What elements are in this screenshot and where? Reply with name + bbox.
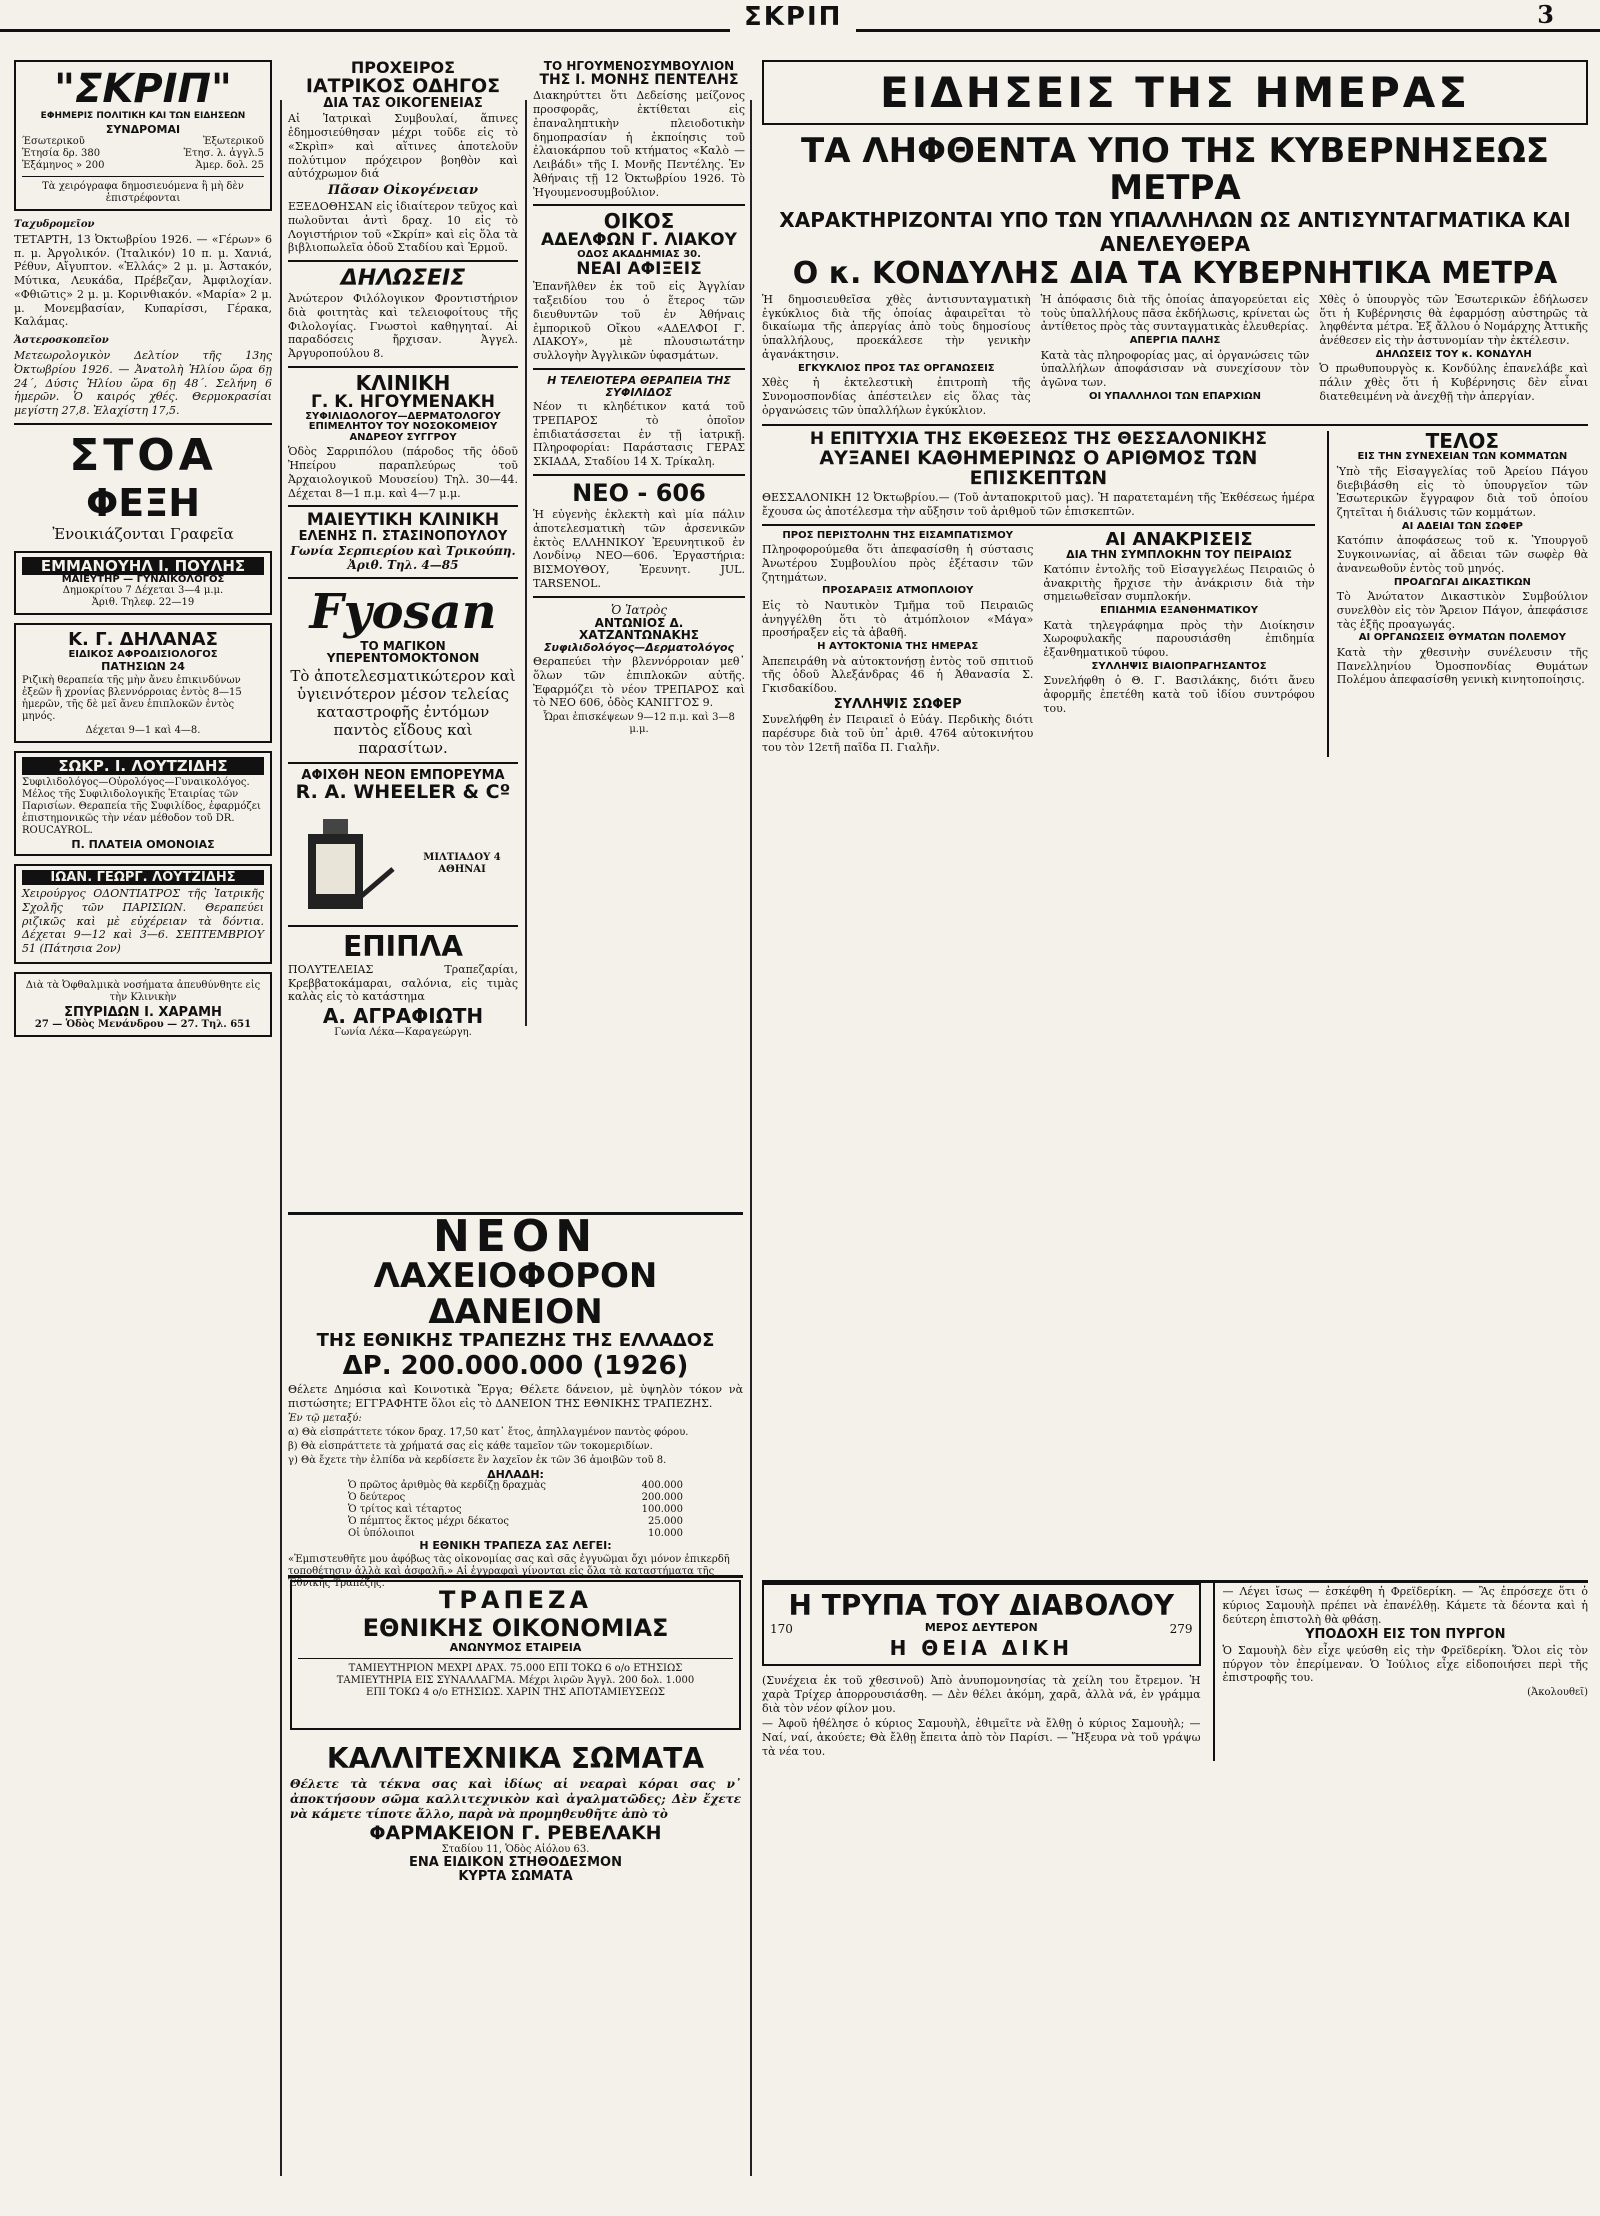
serial-number-right: 279 bbox=[1169, 1622, 1193, 1636]
article-text: Χθὲς ὁ ὑπουργὸς τῶν Ἐσωτερικῶν ἐδήλωσεν ὅτι ἡ Κυβέρνησις θὰ ἐφαρμόσῃ αὐστηρῶς τὰ ληφθέντα μέτρα. Ἐξ ἄλλου ὁ Νομάρχης Ἀττικῆς ἀνέθεσεν εἰς τὴν ἀστυνομίαν τὴν ἐκτέλεσιν. bbox=[1319, 292, 1589, 348]
prize-row bbox=[348, 1492, 683, 1504]
prize-row bbox=[348, 1480, 683, 1492]
news-mid-columns bbox=[762, 528, 1315, 757]
notices-text: Ἀνώτερον Φιλόλογικον Φροντιστήριον διὰ φοιτητὰς καὶ τελειοφοίτους τῆς Φιλολογίας. Γνωστοὶ καθηγηταί. Αἱ παραδόσεις ἤρχισαν. Ἀγγελ. Ἀργυροπούλου 8. bbox=[288, 292, 518, 361]
clinic-text: Ὁδὸς Σαρριπόλου (πάροδος τῆς ὁδοῦ Ἠπείρου παραπλεύρως τοῦ Ἀρχαιολογικοῦ Μουσείου) Τηλ. 30—44. Δέχεται 8—1 π.μ. καὶ 4—7 μ.μ. bbox=[288, 445, 518, 500]
column-rule bbox=[750, 100, 752, 2176]
dentist-ad bbox=[14, 864, 272, 964]
neo-text: Ἡ εὐγενὴς ἐκλεκτὴ καὶ μία πάλιν ἀποτελεσματικὴ τῶν ἀρσενικῶν ἐκτὸς ΕΛΛΗΝΙΚΟΥ Ἐρευνητικοῦ ἐν Λονδίνῳ ΝΕΟ—606. Ἐργαστήρια: ΒΙΣΜΟΥΘΟΥ, Ἐρευνητ. JUL. TARSENOL. bbox=[533, 508, 745, 590]
savings-title: ΤΡΑΠΕΖΑ bbox=[439, 1586, 592, 1614]
serial-chapter: Η ΘΕΙΑ ΔΙΚΗ bbox=[889, 1636, 1073, 1660]
expo-subtitle: ΑΥΞΑΝΕΙ ΚΑΘΗΜΕΡΙΝΩΣ Ο ΑΡΙΘΜΟΣ ΤΩΝ ΕΠΙΣΚΕΠΤΩΝ bbox=[819, 447, 1258, 490]
doctor-specialty: ΜΑΙΕΥΤΗΡ — ΓΥΝΑΙΚΟΛΟΓΟΣ bbox=[61, 573, 225, 585]
corsets-product: ΕΝΑ ΕΙΔΙΚΟΝ ΣΤΗΘΟΔΕΣΜΟΝ bbox=[409, 1854, 622, 1870]
stoa-name: ΦΕΞΗ bbox=[85, 480, 201, 525]
news-middle-left bbox=[762, 431, 1315, 756]
article-text: Ἀπεπειράθη νὰ αὐτοκτονήσῃ ἐντὸς τοῦ σπιτιοῦ τῆς ὁδοῦ Ἀλεξάνδρας 46 ἡ Ἀθανασία Σ. Γκισδακίδου. bbox=[762, 654, 1034, 695]
news-column bbox=[762, 531, 1033, 757]
mail-heading: Ταχυδρομεῖον bbox=[14, 218, 95, 230]
fyosan-text: Τὸ ἀποτελεσματικώτερον καὶ ὑγιεινότερον μέσον τελείας καταστροφῆς ἐντόμων παντὸς εἴδους καὶ παρασίτων. bbox=[290, 666, 516, 757]
corsets-text: Θέλετε τὰ τέκνα σας καὶ ἰδίως αἱ νεαραὶ κόραι σας ν᾽ ἀποκτήσουν σῶμα καλλιτεχνικὸν καὶ ἀγαλματῶδες; Δὲν ἔχετε νὰ κάμετε τίποτε ἄλλο, παρὰ νὰ προμηθευθῆτε ἀπὸ τὸ bbox=[290, 1777, 741, 1821]
prize-value: 10.000 bbox=[648, 1528, 683, 1540]
corsets-address: Σταδίου 11, Ὁδὸς Αἰόλου 63. bbox=[441, 1843, 590, 1855]
article-subhead: ΠΡΟΣ ΠΕΡΙΣΤΟΛΗΝ ΤΗΣ ΕΙΣΑΜΠΑΤΙΣΜΟΥ bbox=[782, 529, 1013, 541]
serial-left bbox=[762, 1583, 1201, 1761]
masthead bbox=[0, 0, 1600, 40]
doctor-text: Ριζικὴ θεραπεία τῆς μὴν ἄνευ ἐπικινδύνων ἐξεῶν ἢ χρονίας βλεννόρροιας ἐντὸς 8—15 ἡμερῶν, τῆς δὲ μεῖ ἄνευ ἐπιπλοκῶν ἐντὸς μηνός. bbox=[22, 674, 242, 722]
neo-title: ΝΕΟ - 606 bbox=[572, 478, 706, 507]
doctor-phone: Ἀριθ. Τηλεφ. 22—19 bbox=[91, 597, 195, 609]
guide-text-2: ΕΞΕΔΟΘΗΣΑΝ εἰς ἰδιαίτερον τεῦχος καὶ πωλοῦνται ἀντὶ δραχ. 10 εἰς τὸ Λογιστήριον τοῦ «Σκρίπ» καὶ εἰς ὅλα τὰ βιβλιοπωλεῖα ὁδοῦ Σταδίου καὶ Ἑρμοῦ. bbox=[288, 200, 518, 255]
weather-text: Μετεωρολογικὸν Δελτίον τῆς 13ης Ὀκτωβρίου 1926. — Ἀνατολὴ Ἡλίου ὥρα 6ῃ 24΄, Δύσις Ἡλίου ὥρα 6ῃ 48΄. Σελήνη 6 ἡμερῶν. Ὁ καιρός χθές. Θερμοκρασίαι μεγίστη 27,8. Ἐλαχίστη 17,5. bbox=[14, 349, 272, 418]
loan-benefits-title: Ἐν τῷ μεταξύ: bbox=[288, 1412, 362, 1424]
doctor-address: Δημοκρίτου 7 Δέχεται 3—4 μ.μ. bbox=[62, 585, 224, 597]
doctor-specialty: ΕΙΔΙΚΟΣ ΑΦΡΟΔΙΣΙΟΛΟΓΟΣ bbox=[68, 649, 218, 661]
doctor-name: ΑΝΤΩΝΙΟΣ Δ. ΧΑΤΖΑΝΤΩΝΑΚΗΣ bbox=[578, 615, 699, 643]
perfume-bottle-icon bbox=[288, 809, 398, 919]
prize-table-title: ΔΗΛΑΔΗ: bbox=[487, 1467, 544, 1481]
eye-clinic-ad bbox=[14, 972, 272, 1038]
doctor-hours: Δέχεται 9—1 καὶ 4—8. bbox=[85, 724, 201, 736]
foreign-label: Ἐξωτερικοῦ bbox=[202, 135, 264, 147]
serial-part: ΜΕΡΟΣ ΔΕΥΤΕΡΟΝ bbox=[924, 1621, 1038, 1634]
news-top-columns bbox=[762, 291, 1588, 420]
prize-label: Οἱ ὑπόλοιποι bbox=[348, 1528, 415, 1540]
article-subhead: ΑΠΕΡΓΙΑ ΠΑΛΗΣ bbox=[1129, 335, 1221, 347]
news-banner-title: ΕΙΔΗΣΕΙΣ ΤΗΣ ΗΜΕΡΑΣ bbox=[879, 68, 1471, 117]
article-subhead: ΑΙ ΑΔΕΙΑΙ ΤΩΝ ΣΩΦΕΡ bbox=[1401, 520, 1523, 532]
article-text: Χθὲς ἡ ἐκτελεστικὴ ἐπιτροπὴ τῆς Συνομοσπονδίας ἀπέστειλεν εἰς ὅλας τὰς ὀργανώσεις τῶν ὑπαλλήλων ἐγκύκλιον. bbox=[762, 376, 1031, 417]
article-subhead: Η ΑΥΤΟΚΤΟΝΙΑ ΤΗΣ ΗΜΕΡΑΣ bbox=[817, 641, 979, 652]
therapy-title: Η ΤΕΛΕΙΟΤΕΡΑ ΘΕΡΑΠΕΙΑ ΤΗΣ ΣΥΦΙΛΙΔΟΣ bbox=[547, 373, 731, 399]
subscription-row bbox=[22, 148, 264, 160]
corsets-product-2: ΚΥΡΤΑ ΣΩΜΑΤΑ bbox=[458, 1868, 573, 1884]
doctor-ad-2 bbox=[14, 623, 272, 742]
savings-text: ΤΑΜΙΕΥΤΗΡΙΟΝ ΜΕΧΡΙ ΔΡΑΧ. 75.000 ΕΠΙ ΤΟΚΩ 6 ο/ο ΕΤΗΣΙΩΣ bbox=[348, 1662, 683, 1674]
loan-benefit: γ) Θὰ ἔχετε τὴν ἐλπίδα νὰ κερδίσετε ἓν λαχεῖον ἐκ τῶν 36 ἀμοιβῶν τοῦ 8. bbox=[288, 1454, 667, 1466]
serial-header bbox=[762, 1583, 1201, 1666]
clinic-name: Γ. Κ. ΗΓΟΥΜΕΝΑΚΗ bbox=[311, 391, 495, 412]
article-text: Συνελήφθη ὁ Θ. Γ. Βασιλάκης, διότι ἄνευ ἀφορμῆς ἐπετέθη κατὰ τοῦ ἰδίου συντρόφου του. bbox=[1043, 674, 1315, 715]
mail-text: ΤΕΤΑΡΤΗ, 13 Ὀκτωβρίου 1926. — «Γέρων» 6 π. μ. Ἀργολικόν. (Ἰταλικόν) 10 π. μ. Χανιά, Ρέθυν, Αἴγυπτον. «Ἑλλάς» 2 μ. μ. Ἀστακόν, Μύτικα, Λευκάδα, Πρέβεζαν, Ἀμφιλοχίαν. «Φθιῶτις» 2 μ. μ. Κορινθιακόν. «Μαρία» 2 μ. μ. Μονεμβασίαν, Κυπαρίσσι, Γέρακα, Καλάμας. bbox=[14, 232, 272, 329]
prize-label: Ὁ πέμπτος ἕκτος μέχρι δέκατος bbox=[348, 1516, 509, 1528]
perfume-brand: R. A. WHEELER & Cº bbox=[295, 780, 511, 803]
furniture-title: ΕΠΙΠΛΑ bbox=[343, 929, 463, 963]
house-subtitle: ΝΕΑΙ ΑΦΙΞΕΙΣ bbox=[576, 258, 702, 279]
serial-text: — Ἀφοῦ ἠθέλησε ὁ κύριος Σαμουὴλ, ἐθιμεῖτε νὰ ἔλθῃ ὁ κύριος Σαμουὴλ; — Ναί, ναί, ἀκούετε; Θὰ ἔλθῃ ἔπειτα ἀπὸ τὸν Παρίσι. — Ἤξευρα νὰ τοῦ γράψω τὰ νέα του. bbox=[762, 1717, 1201, 1758]
article-text: Κατόπιν ἀποφάσεως τοῦ κ. Ὑπουργοῦ Συγκοινωνίας, αἱ ἄδειαι τῶν σωφὲρ θὰ ἀνανεωθοῦν ἐντὸς τοῦ μηνός. bbox=[1336, 534, 1588, 575]
article-subhead: ΣΥΛΛΗΨΙΣ ΣΩΦΕΡ bbox=[833, 696, 962, 712]
savings-ad bbox=[290, 1580, 741, 1735]
article-text: Ἡ δημοσιευθεῖσα χθὲς ἀντισυνταγματικὴ ἐγκύκλιος διὰ τῆς ὁποίας ἀφαιρεῖται τὸ δικαίωμα τῆς ἀπεργίας ἀπὸ τοὺς δημοσίους ὑπαλλήλους, προεκάλεσε τὴν γενικὴν ἀγανάκτησιν. bbox=[762, 292, 1031, 361]
column-2 bbox=[288, 60, 518, 1200]
serial-subheader bbox=[770, 1622, 1193, 1636]
article-text: Κατὰ τηλεγράφημα πρὸς τὴν Διοίκησιν Χωροφυλακῆς παρουσιάσθη ἐπιδημία ἐξανθηματικοῦ τύφου. bbox=[1043, 618, 1315, 660]
headline-3: Ο κ. ΚΟΝΔΥΛΗΣ ΔΙΑ ΤΑ ΚΥΒΕΡΝΗΤΙΚΑ ΜΕΤΡΑ bbox=[792, 255, 1558, 291]
weather-heading: Ἀστεροσκοπεῖον bbox=[14, 335, 109, 347]
serial-text: (Συνέχεια ἐκ τοῦ χθεσινοῦ) Ἀπὸ ἀνυπομονησίας τὰ χείλη του ἔτρεμον. Ἡ χαρὰ Τρίχερ ἀπορρουσιάσθη. — Δὲν θέλει ἀκόμη, χαρᾶ, ἀλλὰ νά, ἐν γράμμα διὰ τὸν νέον φίλον μου. bbox=[762, 1674, 1201, 1715]
doctor-address: Π. ΠΛΑΤΕΙΑ ΟΜΟΝΟΙΑΣ bbox=[71, 837, 215, 851]
subscription-tagline: ΕΦΗΜΕΡΙΣ ΠΟΛΙΤΙΚΗ ΚΑΙ ΤΩΝ ΕΙΔΗΣΕΩΝ bbox=[40, 111, 246, 121]
news-middle bbox=[762, 431, 1588, 756]
stoa-title: ΣΤΟΑ bbox=[69, 429, 217, 481]
clinic-title: ΚΛΙΝΙΚΗ bbox=[355, 370, 451, 395]
house-text: Ἐπανῆλθεν ἐκ τοῦ εἰς Ἀγγλίαν ταξειδίου του ὁ ἕτερος τῶν διευθυντῶν τοῦ ἐν Ἀθήναις ἐμπορικοῦ Οἴκου «ΑΔΕΛΦΟΙ Γ. ΛΙΑΚΟΥ», μὲ πλουσιωτάτην συλλογὴν Ἀγγλικῶν ὑφασμάτων. bbox=[533, 280, 745, 363]
news-column bbox=[1319, 291, 1588, 420]
stoa-ad bbox=[14, 430, 272, 543]
subscription-note: Τὰ χειρόγραφα δημοσιευόμενα ἢ μὴ δὲν ἐπιστρέφονται bbox=[42, 180, 244, 204]
news-section bbox=[762, 60, 1588, 2180]
subscription-box bbox=[14, 60, 272, 211]
news-banner bbox=[762, 60, 1588, 125]
half-domestic: Ἑξάμηνος » 200 bbox=[22, 159, 105, 171]
news-column bbox=[1043, 528, 1315, 757]
masthead-title: ΣΚΡΙΠ bbox=[730, 2, 856, 32]
eye-clinic-name: ΣΠΥΡΙΔΩΝ Ι. ΧΑΡΑΜΗ bbox=[64, 1004, 222, 1020]
expo-text: ΘΕΣΣΑΛΟΝΙΚΗ 12 Ὀκτωβρίου.— (Τοῦ ἀνταποκριτοῦ μας). Ἡ παρατεταμένη τῆς Ἐκθέσεως ἡμέρα ἔχουσα ὡς ἀποτέλεσμα τὴν αὔξησιν τοῦ ἀριθμοῦ τῶν ἐπισκεπτῶν. bbox=[762, 491, 1315, 518]
serial-text: — Λέγει ἴσως — ἐσκέφθη ἡ Φρεϊδερίκη. — Ἂς ἐπρόσεχε ὅτι ὁ κύριος Σαμουὴλ πρέπει νὰ ἐπανέλθῃ. Κάμετε τὰ δέοντα καὶ ἡ δεύτερη ἐπιστολὴ θὰ φθάσῃ. bbox=[1222, 1585, 1588, 1626]
prize-label: Ὁ πρῶτος ἀριθμὸς θὰ κερδίζῃ δραχμὰς bbox=[348, 1480, 546, 1492]
column-1 bbox=[14, 60, 272, 2190]
domestic-label: Έσωτερικοῦ bbox=[22, 135, 85, 147]
doctor-name: Κ. Γ. ΔΗΛΑΝΑΣ bbox=[68, 629, 218, 651]
prize-table bbox=[348, 1480, 683, 1540]
end-subtitle: ΕΙΣ ΤΗΝ ΣΥΝΕΧΕΙΑΝ ΤΩΝ ΚΟΜΜΑΤΩΝ bbox=[1357, 451, 1568, 463]
bank-says: Η ΕΘΝΙΚΗ ΤΡΑΠΕΖΑ ΣΑΣ ΛΕΓΕΙ: bbox=[419, 1539, 612, 1553]
corsets-ad bbox=[290, 1742, 741, 1922]
loan-subtitle: ΤΗΣ ΕΘΝΙΚΗΣ ΤΡΑΠΕΖΗΣ ΤΗΣ ΕΛΛΑΔΟΣ bbox=[316, 1330, 715, 1352]
council-text: Διακηρύττει ὅτι Δεδείσης μείζονος προσφορᾶς, ἐκτίθεται εἰς ἐπαναληπτικὴν πλειοδοτικὴν δημοπρασίαν ἡ ἐκποίησις τοῦ ἐλαιοκάρπου τοῦ κτήματος «Καλὸ —Λειβάδι» τῆς Ι. Μονῆς Πεντέλης. Ἐν Ἀθήναις τῇ 12 Ὀκτωβρίου 1926. Τὸ Ἡγουμενοσυμβούλιον. bbox=[533, 89, 745, 199]
furniture-address: Γωνία Λέκα—Καραγεώργη. bbox=[334, 1027, 472, 1039]
prize-value: 200.000 bbox=[641, 1492, 683, 1504]
loan-title: ΝΕΟΝ bbox=[432, 1211, 599, 1262]
subscription-row bbox=[22, 160, 264, 172]
article-subhead: ΣΥΛΛΗΨΙΣ ΒΙΑΙΟΠΡΑΓΗΣΑΝΤΟΣ bbox=[1091, 660, 1267, 672]
article-text: Τὸ Ἀνώτατον Δικαστικὸν Συμβούλιον συνελθὸν εἰς τὸν Ἄρειον Πάγον, ἀπεφάσισε τὰς ἑξῆς προαγωγάς. bbox=[1336, 590, 1588, 631]
news-column bbox=[1041, 291, 1310, 420]
doctor-title: Ὁ Ἰατρὸς bbox=[610, 602, 668, 617]
prize-row bbox=[348, 1504, 683, 1516]
column-rule bbox=[525, 100, 527, 1026]
article-text: Συνελήφθη ἐν Πειραιεῖ ὁ Εὐάγ. Περδικὴς διότι παρέσυρε διὰ τοῦ ὑπ᾽ ἀριθ. 4764 αὐτοκινήτου του τὸν 12ετῆ παῖδα Π. Γιαλῆν. bbox=[762, 713, 1034, 754]
guide-title-2: ΙΑΤΡΙΚΟΣ ΟΔΗΓΟΣ bbox=[305, 74, 501, 97]
bank-text: «Ἐμπιστευθῆτε μου ἀφόβως τὰς οἰκονομίας σας καὶ σᾶς ἐγγυῶμαι ὄχι μόνον ἐπικερδῆ τοποθέτησιν ἀλλὰ καὶ ἀσφαλῆ.» Αἱ ἐγγραφαὶ γίνονται εἰς ὅλα τὰ καταστήματα τῆς Ἐθνικῆς Τραπέζης. bbox=[288, 1553, 730, 1589]
loan-amount: ΔΡ. 200.000.000 (1926) bbox=[342, 1351, 689, 1382]
council-title: ΤΟ ΗΓΟΥΜΕΝΟΣΥΜΒΟΥΛΙΟΝ bbox=[543, 59, 735, 73]
article-subhead: ΕΓΚΥΚΛΙΟΣ ΠΡΟΣ ΤΑΣ ΟΡΓΑΝΩΣΕΙΣ bbox=[798, 362, 995, 374]
dentist-text: Χειρούργος ΟΔΟΝΤΙΑΤΡΟΣ τῆς Ἰατρικῆς Σχολῆς τῶν ΠΑΡΙΣΙΩΝ. Θεραπεύει ριζικῶς καὶ μὲ εὐχέρειαν τὰ δόντια. Δέχεται 9—12 καὶ 3—6. ΣΕΠΤΕΜΒΡΙΟΥ 51 (Πάτησια 2ον) bbox=[22, 887, 264, 956]
prize-row bbox=[348, 1516, 683, 1528]
eye-clinic-text: Διὰ τὰ Ὀφθαλμικὰ νοσήματα ἀπευθύνθητε εἰς τὴν Κλινικὴν bbox=[25, 979, 261, 1003]
corsets-title: ΚΑΛΛΙΤΕΧΝΙΚΑ ΣΩΜΑΤΑ bbox=[326, 1742, 705, 1775]
headline-1: ΤΑ ΛΗΦΘΕΝΤΑ ΥΠΟ ΤΗΣ ΚΥΒΕΡΝΗΣΕΩΣ ΜΕΤΡΑ bbox=[801, 131, 1549, 209]
doctor-address: ΠΑΤΗΣΙΩΝ 24 bbox=[101, 659, 185, 673]
fyosan-logo: Fyosan bbox=[309, 583, 497, 640]
loan-benefit: α) Θὰ εἰσπράττετε τόκον δραχ. 17,50 κατ᾽ ἔτος, ἀπηλλαγμένον παντὸς φόρου. bbox=[288, 1426, 689, 1438]
dentist-name: ΙΩΑΝ. ΓΕΩΡΓ. ΛΟΥΤΖΙΔΗΣ bbox=[22, 870, 264, 885]
doctor-specialty: Συφιλιδολόγος—Δερματολόγος bbox=[543, 640, 735, 654]
prize-value: 400.000 bbox=[641, 1480, 683, 1492]
serial-right bbox=[1213, 1583, 1588, 1761]
savings-text-2: ΤΑΜΙΕΥΤΗΡΙΑ ΕΙΣ ΣΥΝΑΛΛΑΓΜΑ. Μέχρι λιρῶν Ἀγγλ. 200 δολ. 1.000 bbox=[336, 1674, 695, 1686]
serial-follow: (Ἀκολουθεῖ) bbox=[1527, 1687, 1588, 1699]
maternity-title: ΜΑΙΕΥΤΙΚΗ ΚΛΙΝΙΚΗ bbox=[306, 510, 500, 531]
article-subhead: ΑΙ ΑΝΑΚΡΙΣΕΙΣ bbox=[1105, 528, 1253, 550]
guide-text: Αἱ Ἰατρικαὶ Συμβουλαί, ἅπινες ἐδημοσιεύθησαν μέχρι τοῦδε εἰς τὸ «Σκρὶπ» καὶ αἵτινες ἀποτελοῦν πολύτιμον πρόχειρον βοηθὸν καὶ αὐτόχρωμον διά bbox=[288, 112, 518, 181]
doctor-text: Συφιλιδολόγος—Οὐρολόγος—Γυναικολόγος. Μέλος τῆς Συφιλιδολογικῆς Ἑταιρίας τῶν Παρισίων. Θεραπεία τῆς Συφιλίδος, ἐφαρμόζει ἐπιστημονικῶς τὴν νέαν μέθοδον τοῦ DR. ROUCAYROL. bbox=[22, 776, 261, 836]
guide-title: ΠΡΟΧΕΙΡΟΣ bbox=[350, 58, 456, 77]
prize-label: Ὁ τρίτος καὶ τέταρτος bbox=[348, 1504, 462, 1516]
council-subtitle: ΤΗΣ Ι. ΜΟΝΗΣ ΠΕΝΤΕΛΗΣ bbox=[539, 71, 739, 88]
article-subhead: ΟΙ ΥΠΑΛΛΗΛΟΙ ΤΩΝ ΕΠΑΡΧΙΩΝ bbox=[1088, 390, 1262, 402]
maternity-name: ΕΛΕΝΗΣ Π. ΣΤΑΣΙΝΟΠΟΥΛΟΥ bbox=[298, 529, 508, 545]
serial-text: Ὁ Σαμουὴλ δὲν εἶχε ψεύσθη εἰς τὴν Φρεϊδερίκη. Ὅλοι εἰς τὸν πύργον τὸν ἐπερίμεναν. Ὁ Ἰούλιος εἶχε εἰδοποιήσει περὶ τῆς ἐπιστροφῆς του. bbox=[1222, 1643, 1588, 1685]
prize-value: 100.000 bbox=[641, 1504, 683, 1516]
house-address: ΟΔΟΣ ΑΚΑΔΗΜΙΑΣ 30. bbox=[577, 249, 701, 261]
loan-ad bbox=[288, 1211, 743, 1589]
loan-title-2: ΛΑΧΕΙΟΦΟΡΟΝ ΔΑΝΕΙΟΝ bbox=[373, 1256, 658, 1332]
loan-benefit: β) Θὰ εἰσπράττετε τὰ χρήματά σας εἰς κάθε ταμεῖον τῶν τοκομεριδίων. bbox=[288, 1440, 653, 1452]
savings-title-2: ΕΘΝΙΚΗΣ ΟΙΚΟΝΟΜΙΑΣ bbox=[362, 1614, 669, 1642]
article-text: Κατὰ τὴν χθεσινὴν συνέλευσιν τῆς Πανελληνίου Ὀμοσπονδίας Θυμάτων Πολέμου ἀπεφασίσθη γενικὴ κινητοποίησις. bbox=[1336, 645, 1588, 687]
guide-subtitle-2: Πᾶσαν Οἰκογένειαν bbox=[327, 183, 479, 199]
article-text: Ἡ ἀπόφασις διὰ τῆς ὁποίας ἀπαγορεύεται εἰς τοὺς ὑπαλλήλους πᾶσα ἐκδήλωσις, κρίνεται ὡς ἀντίθετος πρὸς τὰς συνταγματικὰς ἐλευθερίας. bbox=[1040, 292, 1310, 334]
article-subhead: ΠΡΟΣΑΡΑΞΙΣ ΑΤΜΟΠΛΟΙΟΥ bbox=[822, 585, 974, 597]
doctor-text: Θεραπεύει τὴν βλεννόρροιαν μεθ᾽ ὅλων τῶν ἐπιπλοκῶν αὐτῆς. Ἐφαρμόζει τὸ νέον ΤΡΕΠΑΡΟΣ καὶ τὸ ΝΕΟ 606, ὁδὸς ΚΑΝΙΓΓΟΣ 9. bbox=[533, 655, 745, 710]
savings-box bbox=[290, 1580, 741, 1730]
serial-layout bbox=[762, 1583, 1588, 1761]
article-subhead: ΑΙ ΟΡΓΑΝΩΣΕΙΣ ΘΥΜΑΤΩΝ ΠΟΛΕΜΟΥ bbox=[1358, 632, 1566, 644]
savings-subtitle: ΑΝΩΝΥΜΟΣ ΕΤΑΙΡΕΙΑ bbox=[449, 1641, 582, 1654]
guide-subtitle: ΔΙΑ ΤΑΣ ΟΙΚΟΓΕΝΕΙΑΣ bbox=[323, 95, 483, 111]
clinic-specialty-2: ΕΠΙΜΕΛΗΤΟΥ ΤΟΥ ΝΟΣΟΚΟΜΕΙΟΥ ΑΝΔΡΕΟΥ ΣΥΓΓΡΟΥ bbox=[308, 421, 498, 443]
maternity-address: Γωνία Σερπιερίου καὶ Τρικούπη. Ἀριθ. Τηλ. 4—85 bbox=[290, 543, 516, 572]
article-text: Πληροφορούμεθα ὅτι ἀπεφασίσθη ἡ σύστασις Ἀνωτέρου Συμβουλίου πρὸς ἐξέτασιν τῶν ζητημάτων. bbox=[762, 543, 1034, 584]
subscription-labels bbox=[22, 136, 264, 148]
savings-text-3: ΕΠΙ ΤΟΚΩ 4 ο/ο ΕΤΗΣΙΩΣ. ΧΑΡΙΝ ΤΗΣ ΑΠΟΤΑΜΙΕΥΣΕΩΣ bbox=[366, 1686, 665, 1698]
fyosan-subtitle: ΤΟ ΜΑΓΙΚΟΝ ΥΠΕΡΕΝΤΟΜΟΚΤΟΝΟΝ bbox=[326, 638, 480, 666]
annual-foreign: Ἐτησ. λ. ἀγγλ.5 bbox=[183, 147, 264, 159]
serial-subhead: ΥΠΟΔΟΧΗ ΕΙΣ ΤΟΝ ΠΥΡΓΟΝ bbox=[1305, 1627, 1506, 1643]
serial-section bbox=[762, 1580, 1588, 2183]
column-rule bbox=[280, 100, 282, 2176]
article-subhead: ΔΙΑ ΤΗΝ ΣΥΜΠΛΟΚΗΝ ΤΟΥ ΠΕΙΡΑΙΩΣ bbox=[1066, 548, 1293, 562]
doctor-name: ΕΜΜΑΝΟΥΗΛ Ι. ΠΟΥΛΗΣ bbox=[22, 557, 264, 575]
prize-label: Ὁ δεύτερος bbox=[348, 1492, 406, 1504]
end-title: ΤΕΛΟΣ bbox=[1425, 429, 1500, 454]
corsets-shop: ΦΑΡΜΑΚΕΙΟΝ Γ. ΡΕΒΕΛΑΚΗ bbox=[369, 1822, 662, 1844]
article-subhead: ΔΗΛΩΣΕΙΣ ΤΟΥ κ. ΚΟΝΔΥΛΗ bbox=[1375, 348, 1532, 360]
headline-2: ΧΑΡΑΚΤΗΡΙΖΟΝΤΑΙ ΥΠΟ ΤΩΝ ΥΠΑΛΛΗΛΩΝ ΩΣ ΑΝΤΙΣΥΝΤΑΓΜΑΤΙΚΑ ΚΑΙ ΑΝΕΛΕΥΘΕΡΑ bbox=[779, 207, 1571, 256]
article-text: Κατὰ τὰς πληροφορίας μας, αἱ ὀργανώσεις τῶν ὑπαλλήλων ἀποφάσισαν νὰ συνεχίσουν τὸν ἀγῶνα των. bbox=[1040, 348, 1310, 390]
page-number: 3 bbox=[1531, 0, 1560, 29]
serial-number-left: 170 bbox=[770, 1622, 793, 1636]
article-subhead: ΕΠΙΔΗΜΙΑ ΕΞΑΝΘΗΜΑΤΙΚΟΥ bbox=[1100, 605, 1258, 617]
perfume-address: ΜΙΛΤΙΑΔΟΥ 4 ΑΘΗΝΑΙ bbox=[423, 851, 501, 875]
article-subhead: ΠΡΟΑΓΩΓΑΙ ΔΙΚΑΣΤΙΚΩΝ bbox=[1393, 576, 1531, 588]
news-middle-right bbox=[1327, 431, 1588, 756]
furniture-name: Α. ΑΓΡΑΦΙΩΤΗ bbox=[322, 1004, 484, 1029]
half-foreign: Ἀμερ. δολ. 25 bbox=[195, 159, 264, 171]
furniture-text: ΠΟΛΥΤΕΛΕΙΑΣ Τραπεζαρίαι, Κρεββατοκάμαραι, σαλόνια, εἰς τιμὰς καλὰς εἰς τὸ κατάστημα bbox=[288, 962, 518, 1004]
news-column bbox=[762, 291, 1031, 420]
doctor-hours: Ὧραι ἐπισκέψεων 9—12 π.μ. καὶ 3—8 μ.μ. bbox=[543, 712, 735, 736]
house-name: ΑΔΕΛΦΩΝ Γ. ΛΙΑΚΟΥ bbox=[541, 230, 737, 251]
therapy-text: Νέον τι κληδέτικον κατά τοῦ ΤΡΕΠΑΡΟΣ τὸ ὁποῖον ἐπιδιατάσσεται ἐν τῇ ἰατρικῇ. Πληροφορίαι: Παράστασις ΓΕΡΑΣ ΣΚΙΑΔΑ, Σταδίου 14 Χ. Τρίκαλη. bbox=[533, 400, 745, 469]
article-text: Εἰς τὸ Ναυτικὸν Τμῆμα τοῦ Πειραιῶς ἀνηγγέλθη ὅτι τὸ ἀτμόπλοιον «Μάγα» προσήραξεν εἰς τὰ ἀβαθῆ. bbox=[762, 598, 1034, 640]
serial-title: Η ΤΡΥΠΑ ΤΟΥ ΔΙΑΒΟΛΟΥ bbox=[788, 1589, 1175, 1622]
subscription-heading: ΣΥΝΔΡΟΜΑΙ bbox=[105, 123, 181, 137]
perfume-title: ΑΦΙΧΘΗ ΝΕΟΝ ΕΜΠΟΡΕΥΜΑ bbox=[301, 767, 505, 783]
house-title: ΟΙΚΟΣ bbox=[603, 209, 675, 234]
expo-title: Η ΕΠΙΤΥΧΙΑ ΤΗΣ ΕΚΘΕΣΕΩΣ ΤΗΣ ΘΕΣΣΑΛΟΝΙΚΗΣ bbox=[809, 429, 1267, 450]
prize-value: 25.000 bbox=[648, 1516, 683, 1528]
perfume-ad-body bbox=[288, 809, 518, 919]
notices-title: ΔΗΛΩΣΕΙΣ bbox=[340, 266, 466, 292]
doctor-name: ΣΩΚΡ. Ι. ΛΟΥΤΖΙΔΗΣ bbox=[22, 757, 264, 775]
stoa-text: Ἐνοικιάζονται Γραφεῖα bbox=[52, 524, 234, 543]
end-text: Ὑπὸ τῆς Εἰσαγγελίας τοῦ Ἀρείου Πάγου διεβιβάσθη εἰς τὸ ὑπουργεῖον τῶν Ἐσωτερικῶν ἔγγραφον διὰ τοῦ ὁποίου ζητεῖται ἡ διάλυσις τῶν κομμάτων. bbox=[1336, 464, 1588, 520]
loan-intro: Θέλετε Δημόσια καὶ Κοινοτικὰ Ἔργα; Θέλετε δάνειον, μὲ ὑψηλὸν τόκον νὰ πιστώσητε; ΕΓΓΡΑΦΗΤΕ ὅλοι εἰς τὸ ΔΑΝΕΙΟΝ ΤΗΣ ΕΘΝΙΚΗΣ ΤΡΑΠΕΖΗΣ. bbox=[288, 1383, 743, 1411]
annual-domestic: Ἐτησία δρ. 380 bbox=[22, 147, 101, 159]
clinic-specialty: ΣΥΦΙΛΙΔΟΛΟΓΟΥ—ΔΕΡΜΑΤΟΛΟΓΟΥ bbox=[305, 410, 501, 422]
article-text: Ὁ πρωθυπουργὸς κ. Κονδύλης ἐπανελάβε καὶ πάλιν χθὲς ὅτι ἡ Κυβέρνησις δὲν εἶναι διατεθειμένη νὰ ἀνεχθῇ τὴν ἀπεργίαν. bbox=[1319, 362, 1589, 403]
subscription-logo: "ΣΚΡΙΠ" bbox=[54, 66, 232, 112]
doctor-ad-3 bbox=[14, 751, 272, 857]
column-3 bbox=[533, 60, 745, 1200]
article-text: Κατόπιν ἐντολῆς τοῦ Εἰσαγγελέως Πειραιῶς ὁ ἀνακριτὴς ἤρχισε τὴν ἀνάκρισιν διὰ τὴν σημειωθεῖσαν συμπλοκήν. bbox=[1043, 562, 1315, 604]
doctor-ad-1 bbox=[14, 551, 272, 616]
eye-clinic-address: 27 — Ὁδὸς Μενάνδρου — 27. Τηλ. 651 bbox=[34, 1019, 252, 1031]
